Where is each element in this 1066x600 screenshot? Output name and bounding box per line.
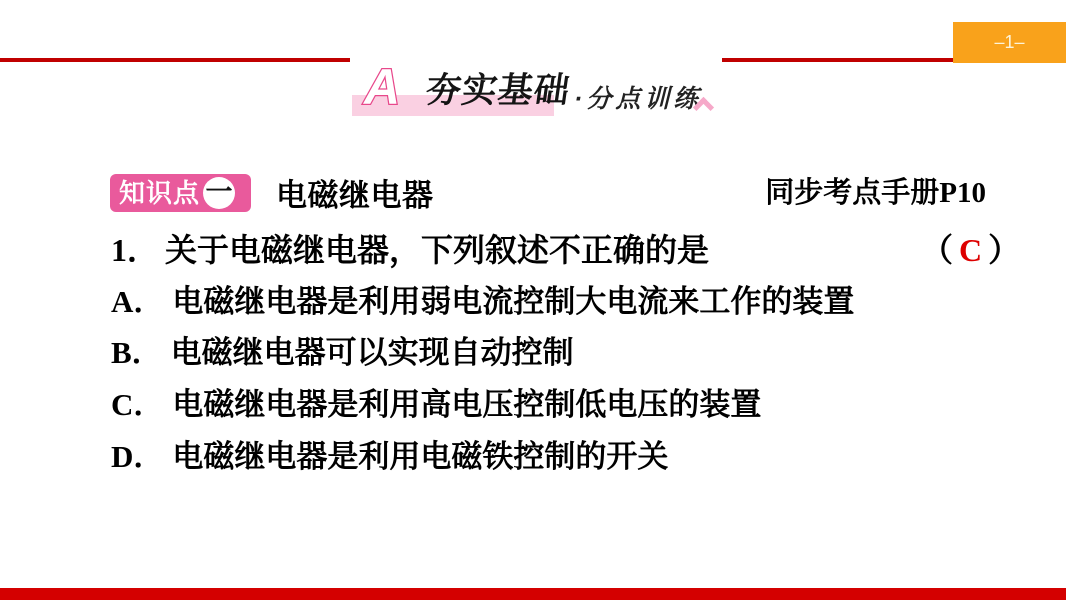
question-stem — [111, 234, 709, 266]
knowledge-point-number-circle — [203, 177, 235, 209]
section-header-logo — [350, 56, 722, 118]
option-c — [111, 389, 761, 420]
answer-letter: C — [959, 232, 983, 268]
bottom-divider-bar — [0, 588, 1066, 600]
logo-letter: A — [364, 59, 401, 114]
option-d-text: 电磁继电器是利用电磁铁控制的开关 — [172, 439, 669, 474]
answer-blank — [921, 234, 1020, 266]
knowledge-point-number: 一 — [205, 176, 233, 207]
option-b-text: 电磁继电器可以实现自动控制 — [170, 335, 574, 370]
knowledge-point-label: 知识点 — [119, 178, 201, 208]
option-a — [111, 286, 854, 317]
question-number: 1． — [111, 232, 160, 268]
answer-paren-close: ） — [988, 232, 1021, 268]
option-a-text: 电磁继电器是利用弱电流控制大电流来工作的装置 — [172, 284, 855, 319]
logo-letter-a-icon — [350, 58, 424, 114]
option-b-label: B． — [111, 335, 163, 370]
handbook-reference: 同步考点手册P10 — [765, 177, 986, 209]
question-text: 关于电磁继电器，下列叙述不正确的是 — [165, 232, 710, 268]
option-b — [111, 337, 574, 368]
page-number-badge — [953, 22, 1066, 63]
option-d — [111, 441, 668, 472]
option-d-label: D． — [111, 439, 165, 474]
knowledge-point-title: 电磁继电器 — [276, 178, 434, 213]
option-c-text: 电磁继电器是利用高电压控制低电压的装置 — [172, 387, 762, 422]
logo-subtitle: ·分点训练 — [574, 85, 703, 113]
answer-paren-open: （ — [921, 232, 954, 268]
logo-title: 夯实基础 — [423, 71, 573, 110]
page-number: –1– — [994, 32, 1025, 52]
option-a-label: A． — [111, 284, 165, 319]
option-c-label: C． — [111, 387, 165, 422]
knowledge-point-badge — [110, 174, 251, 212]
